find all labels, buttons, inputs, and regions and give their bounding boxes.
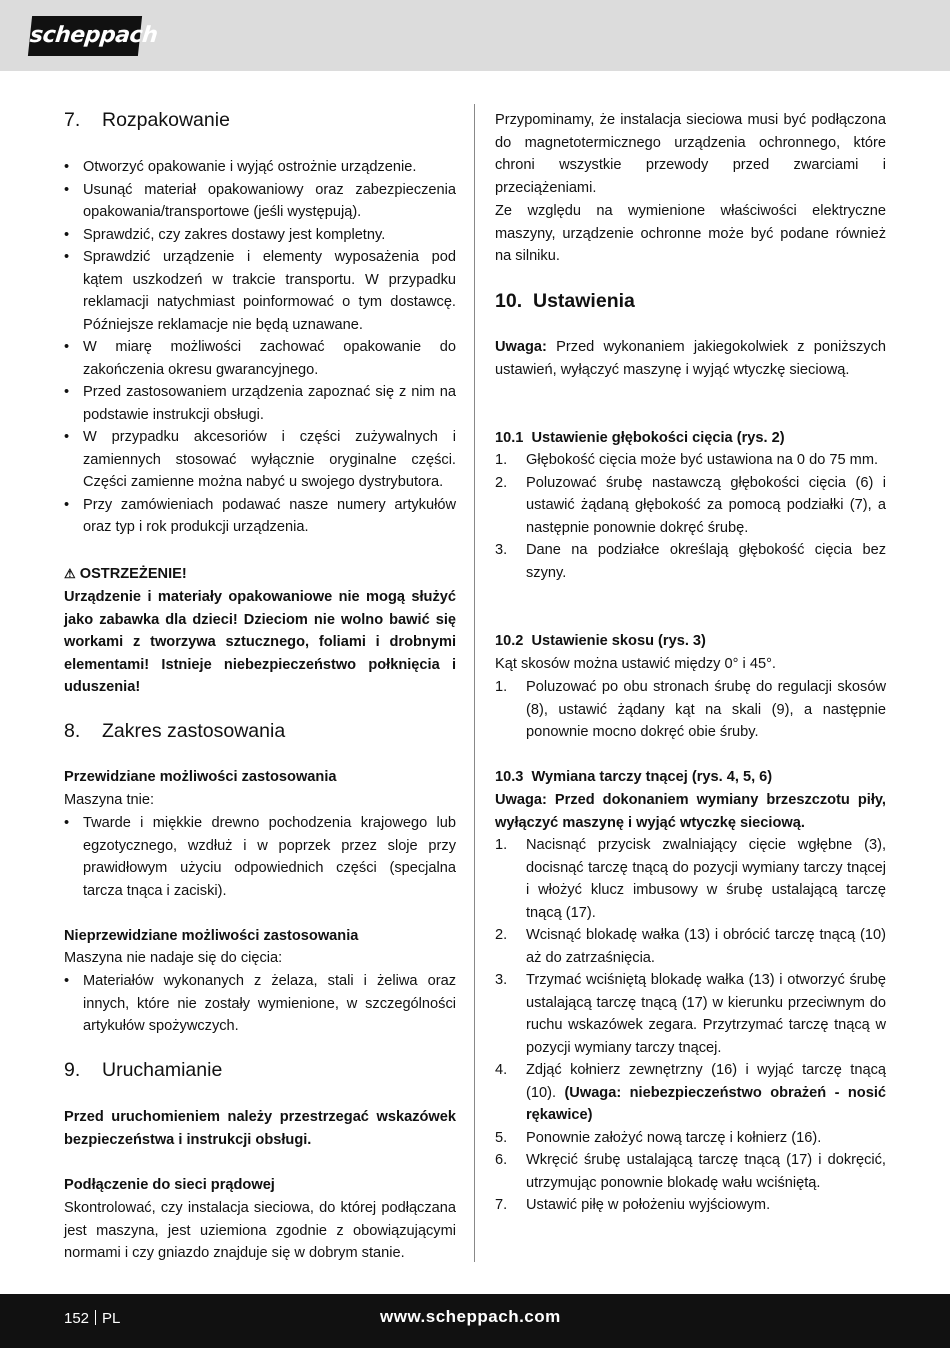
list-item: 2. Poluzować śrubę nastawczą głębokości cięcia (6) i ustawić żądaną głębokość za pomocą podziałki (7), a następnie ponownie dokręć śrubę. xyxy=(495,474,886,536)
power-connection-text: Skontrolować, czy instalacja sieciowa, do której podłączana jest maszyna, jest uziemiona zgodnie z obowiązującymi normami i czy gniazdo znajduje się w dobrym stanie. xyxy=(64,1200,456,1261)
list-item: 1. Poluzować po obu stronach śrubę do regulacji skosów (8), ustawić żądany kąt na skali (9), a następnie ponownie mocno dokręć obie śruby. xyxy=(495,679,886,740)
settings-warning: Uwaga: Przed wykonaniem jakiegokolwiek z poniższych ustawień, wyłączyć maszynę i wyjąć wtyczkę sieciową. xyxy=(495,339,887,378)
subsection-heading-10-2: 10.2 Ustawienie skosu (rys. 3) xyxy=(495,633,706,649)
list-item: 3. Trzymać wciśniętą blokadę wałka (13) i otworzyć śrubę ustalającą tarczę tnącą (17) w kierunku przeciwnym do ruchu wskazówek zegara. Przytrzymać tarczę tnącą w pozycji wymiany tarczy tnącej. xyxy=(495,972,886,1056)
subheading-unintended-use: Nieprzewidziane możliwości zastosowania xyxy=(64,928,359,944)
page-number: 152 PL xyxy=(64,1310,121,1327)
intro-paragraph-1: Przypominamy, że instalacja sieciowa musi być podłączona do magnetotermicznego urządzenia ochronnego, które chroni wszystkie przewody przed zwarciami i przeciążeniami. xyxy=(495,112,886,196)
intro-paragraph-2: Ze względu na wymienione właściwości elektryczne maszyny, urządzenie ochronne może być podane również na silniku. xyxy=(495,203,886,264)
unpacking-list xyxy=(64,156,456,539)
list-item: • Otworzyć opakowanie i wyjąć ostrożnie urządzenie. xyxy=(64,159,417,175)
warning-text: Urządzenie i materiały opakowaniowe nie mogą służyć jako zabawka dla dzieci! Dzieciom nie wolno bawić się workami z tworzywa sztucznego, foliami i drobnymi elementami! Istnieje niebezpieczeństwo połknięcia i uduszenia! xyxy=(64,589,456,695)
list-item: • W przypadku akcesoriów i części zużywalnych i zamiennych stosować wyłącznie oryginalne części. Części zamienne można nabyć u swojego dystrybutora. xyxy=(64,429,456,490)
intended-use-list xyxy=(64,812,456,902)
list-item: 3. Dane na podziałce określają głębokość cięcia bez szyny. xyxy=(495,542,886,581)
column-divider xyxy=(474,104,475,1262)
list-item: • Usunąć materiał opakowaniowy oraz zabezpieczenia opakowania/transportowe (jeśli występują). xyxy=(64,181,456,220)
section-heading-8: 8. Zakres zastosowania xyxy=(64,720,286,742)
blade-change-warning: Uwaga: Przed dokonaniem wymiany brzeszczotu piły, wyłączyć maszynę i wyjąć wtyczkę sieciową. xyxy=(495,792,886,831)
list-item: 5. Ponownie założyć nową tarczę i kołnierz (16). xyxy=(495,1129,822,1146)
brand-logo: scheppach xyxy=(28,16,142,56)
list-item: • Sprawdzić, czy zakres dostawy jest kompletny. xyxy=(64,226,386,243)
subheading-power-connection: Podłączenie do sieci prądowej xyxy=(64,1177,275,1193)
intended-use-text: Maszyna tnie: xyxy=(64,792,155,808)
cut-depth-steps xyxy=(495,449,886,584)
list-item: • Materiałów wykonanych z żelaza, stali i żeliwa oraz innych, które nie zostały wymienione, w szczególności artykułów spożywczych. xyxy=(64,973,456,1034)
list-item: • Przy zamówieniach podawać nasze numery artykułów oraz typ i rok produkcji urządzenia. xyxy=(64,496,456,535)
warning-heading: ⚠ OSTRZEŻENIE! xyxy=(64,566,187,582)
subheading-intended-use: Przewidziane możliwości zastosowania xyxy=(64,769,337,785)
list-item: 1. Nacisnąć przycisk zwalniający cięcie wgłębne (3), docisnąć tarczę tnącą do pozycji wymiany tarczy tnącej i włożyć klucz imbusowy w śrubę ustalającą tarczę tnącą (17). xyxy=(495,837,886,921)
section-heading-9: 9. Uruchamianie xyxy=(64,1059,223,1081)
section-heading-7: 7. Rozpakowanie xyxy=(64,109,230,131)
list-item: 7. Ustawić piłę w położeniu wyjściowym. xyxy=(495,1197,771,1213)
list-item: • Przed zastosowaniem urządzenia zapoznać się z nim na podstawie instrukcji obsługi. xyxy=(64,384,456,423)
website-link[interactable]: www.scheppach.com xyxy=(380,1307,561,1326)
list-item: 6. Wkręcić śrubę ustalającą tarczę tnącą (17) i dokręcić, utrzymując ponownie blokadę wału wciśniętą. xyxy=(495,1152,886,1191)
page-footer xyxy=(0,1294,950,1348)
list-item: • Twarde i miękkie drewno pochodzenia krajowego lub egzotycznego, wzdłuż i w poprzek przez sloje przy prawidłowym użyciu odpowiednich części (specjalna tarcza tnąca i zaciski). xyxy=(64,815,456,899)
bevel-range-text: Kąt skosów można ustawić między 0° i 45°. xyxy=(495,656,776,672)
section-heading-10: 10. Ustawienia xyxy=(495,290,635,312)
startup-safety-note: Przed uruchomieniem należy przestrzegać wskazówek bezpieczeństwa i instrukcji obsługi. xyxy=(64,1109,456,1148)
unintended-use-text: Maszyna nie nadaje się do cięcia: xyxy=(64,950,283,966)
warning-triangle-icon: ⚠ xyxy=(64,566,76,581)
list-item: 4. Zdjąć kołnierz zewnętrzny (16) i wyjąć tarczę tnącą (10). (Uwaga: niebezpieczeństwo obrażeń - nosić rękawice) xyxy=(495,1062,886,1123)
list-item: • Sprawdzić urządzenie i elementy wyposażenia pod kątem uszkodzeń w trakcie transportu. W przypadku reklamacji natychmiast poinformować o tym dostawcę. Późniejsze reklamacje nie będą uznawane. xyxy=(64,249,456,333)
subsection-heading-10-3: 10.3 Wymiana tarczy tnącej (rys. 4, 5, 6) xyxy=(495,769,773,785)
unintended-use-list xyxy=(64,970,456,1038)
bevel-steps xyxy=(495,676,886,744)
blade-change-steps xyxy=(495,834,886,1217)
list-item: 1. Głębokość cięcia może być ustawiona na 0 do 75 mm. xyxy=(495,452,879,468)
subsection-heading-10-1: 10.1 Ustawienie głębokości cięcia (rys. 2) xyxy=(495,430,785,446)
list-item: 2. Wcisnąć blokadę wałka (13) i obrócić tarczę tnącą (10) aż do zatrzaśnięcia. xyxy=(495,927,886,966)
page-header xyxy=(0,0,950,71)
list-item: • W miarę możliwości zachować opakowanie do zakończenia okresu gwarancyjnego. xyxy=(64,339,456,378)
